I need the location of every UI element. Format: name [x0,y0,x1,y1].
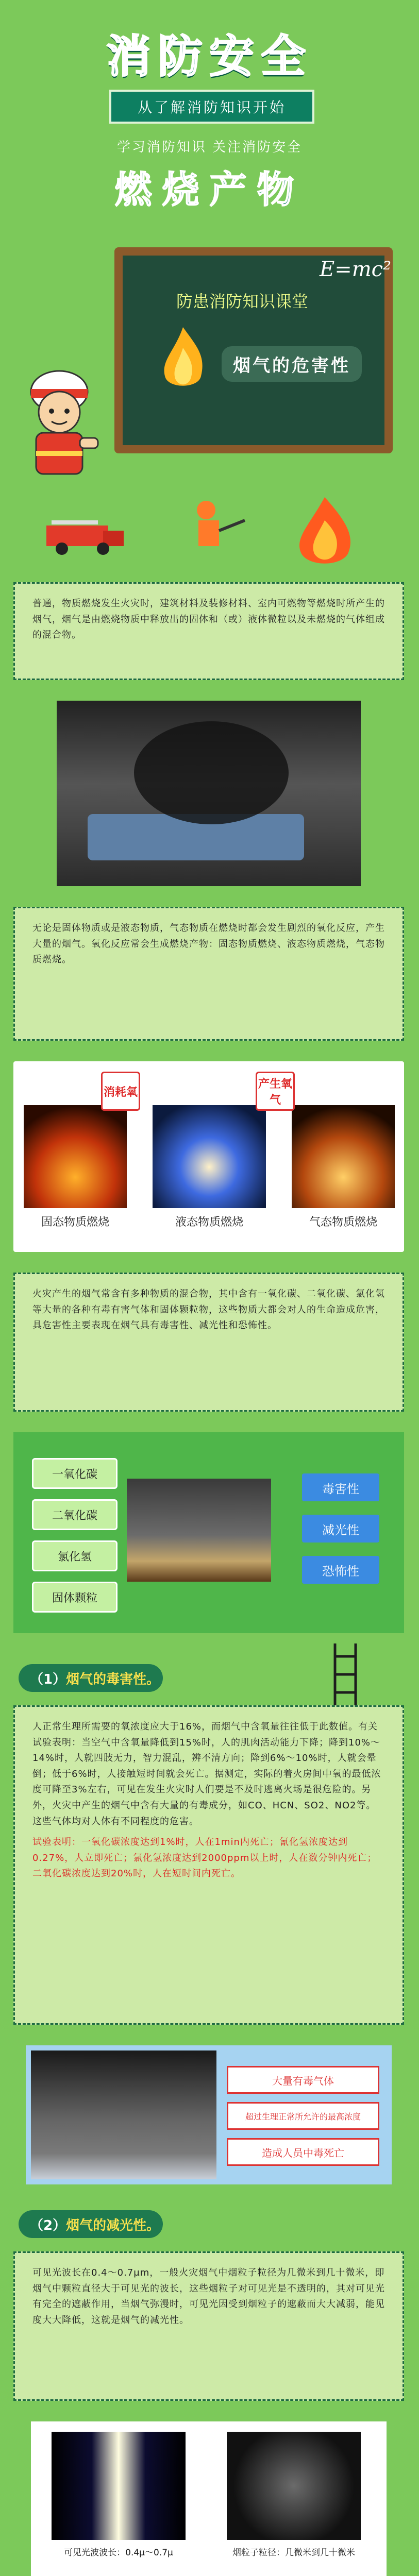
gas-produce-label: 产生氧气 [258,1078,292,1107]
combustion-text-box [13,907,404,1041]
oxygen-consume-tag [101,1072,140,1111]
main-title: 消防安全 [106,31,313,82]
chalkboard-heading: 防患消防知识课堂 [176,292,308,311]
composition-text-box [13,1273,404,1412]
section-title: 燃烧产物 [114,168,305,211]
property-light: 减光性 [302,1515,379,1543]
callout-over-limit: 超过生理正常所允许的最高浓度 [227,2102,379,2130]
intro-text-box [13,582,404,680]
smoke-particle-photo [227,2432,361,2540]
gas-produce-tag [256,1072,295,1111]
composition-diagram [13,1432,404,1633]
smoke-cloud [134,721,289,824]
component-co: 一氧化碳 [32,1458,118,1489]
smoke-photo [57,701,361,886]
chalkboard-formula: E=mc² [320,258,392,281]
firefighter-mascot-icon [15,361,103,489]
intro-text: 普通，物质燃烧发生火灾时，建筑材料及装修材料、室内可燃物等燃烧时所产生的烟气，烟气是由燃烧物质中释放出的固体和（或）液体微粒以及未燃烧的气体组成的混合物。 [32,598,385,641]
property-panic: 恐怖性 [302,1556,379,1584]
chalkboard-topic: 烟气的危害性 [222,346,362,382]
caption-gas: 气态物质燃烧 [309,1216,377,1229]
component-particles: 固体颗粒 [32,1582,118,1613]
gas-fire-photo [292,1105,395,1208]
fire-truck-icon [41,515,129,558]
caption-solid: 固态物质燃烧 [41,1216,109,1229]
caption-particle-size: 烟粒子粒径：几微米到几十微米 [232,2548,355,2558]
solid-fire-photo [24,1105,127,1208]
toxicity-visual [26,2045,392,2184]
toxicity-heading-text: 烟气的毒害性。 [66,1671,160,1687]
light-text-box [13,2251,404,2401]
property-toxicity: 毒害性 [302,1473,379,1501]
composition-text: 火灾产生的烟气常含有多种物质的混合物，其中含有一氧化碳、二氧化碳、氯化氢等大量的各种有毒有害气体和固体颗粒物，这些物质大都会对人的生命造成危害，具危害性主要表现在烟气具有毒害性、减光性和恐怖性。 [32,1289,385,1331]
toxicity-highlight: 试验表明：一氧化碳浓度达到1%时，人在1min内死亡；氰化氢浓度达到0.27%，人立即死亡；氯化氢浓度达到2000ppm以上时，人在数分钟内死亡；二氧化碳浓度达到20%时，人在短时间内死亡。 [32,1837,377,1879]
toxic-smoke-photo [31,2050,216,2179]
light-heading-num: （2） [30,2217,66,2233]
callout-toxic-gas: 大量有毒气体 [227,2066,379,2094]
oxygen-consume-label: 消耗氧 [103,1086,138,1099]
firefighter-hose-icon [170,495,247,569]
tagline: 学习消防知识 关注消防安全 [116,140,303,155]
flame-icon [155,325,211,399]
liquid-fire-photo [153,1105,266,1208]
visible-light-photo [52,2432,186,2540]
component-hcl: 氯化氢 [32,1540,118,1571]
combustion-card [13,1061,404,1252]
callout-poisoning: 造成人员中毒死亡 [227,2138,379,2166]
toxicity-text: 人正常生理所需要的氧浓度应大于16%，而烟气中含氧量往往低于此数值。有关试验表明：当空气中含氧量降低到15%时，人的肌肉活动能力下降；降到10%～14%时，人就四肢无力，智力混乱，辨不清方向；降到6%～10%时，人就会晕倒；低于6%时，人接触短时间就会死亡。据测定，实际的着火房间中氧的最低浓度可降至3%左右，可见在发生火灾时人们要是不及时逃离火场是很危险的。另外，火灾中产生的烟气中含有大量的有毒成分，如CO、HCN、SO2、NO2等。这些气体均对人体有不同程度的危害。 [32,1721,381,1827]
fire-flame-icon [289,495,361,569]
factory-fire-photo [127,1479,271,1582]
light-visual [31,2421,387,2576]
toxicity-heading [19,1664,163,1692]
toxicity-heading-num: （1） [30,1671,66,1687]
light-heading [19,2210,163,2238]
subtitle-banner: 从了解消防知识开始 [109,90,314,124]
light-text: 可见光波长在0.4～0.7μm，一般火灾烟气中烟粒子粒径为几微米到几十微米，即烟气中颗粒直径大于可见光的波长，这些烟粒子对可见光是不透明的，其对可见光有完全的遮蔽作用，当烟气弥漫时，可见光因受到烟粒子的遮蔽而大大减弱，能见度大大降低，这就是烟气的减光性。 [32,2267,385,2326]
combustion-text: 无论是固体物质或是液态物质，气态物质在燃烧时都会发生剧烈的氧化反应，产生大量的烟气。氧化反应常会生成燃烧产物：固态物质燃烧、液态物质燃烧，气态物质燃烧。 [32,923,385,965]
toxicity-text-box [13,1705,404,2025]
light-heading-text: 烟气的减光性。 [66,2217,160,2233]
component-co2: 二氧化碳 [32,1499,118,1530]
caption-liquid: 液态物质燃烧 [175,1216,243,1229]
caption-wavelength: 可见光波波长：0.4μ～0.7μ [64,2548,173,2558]
